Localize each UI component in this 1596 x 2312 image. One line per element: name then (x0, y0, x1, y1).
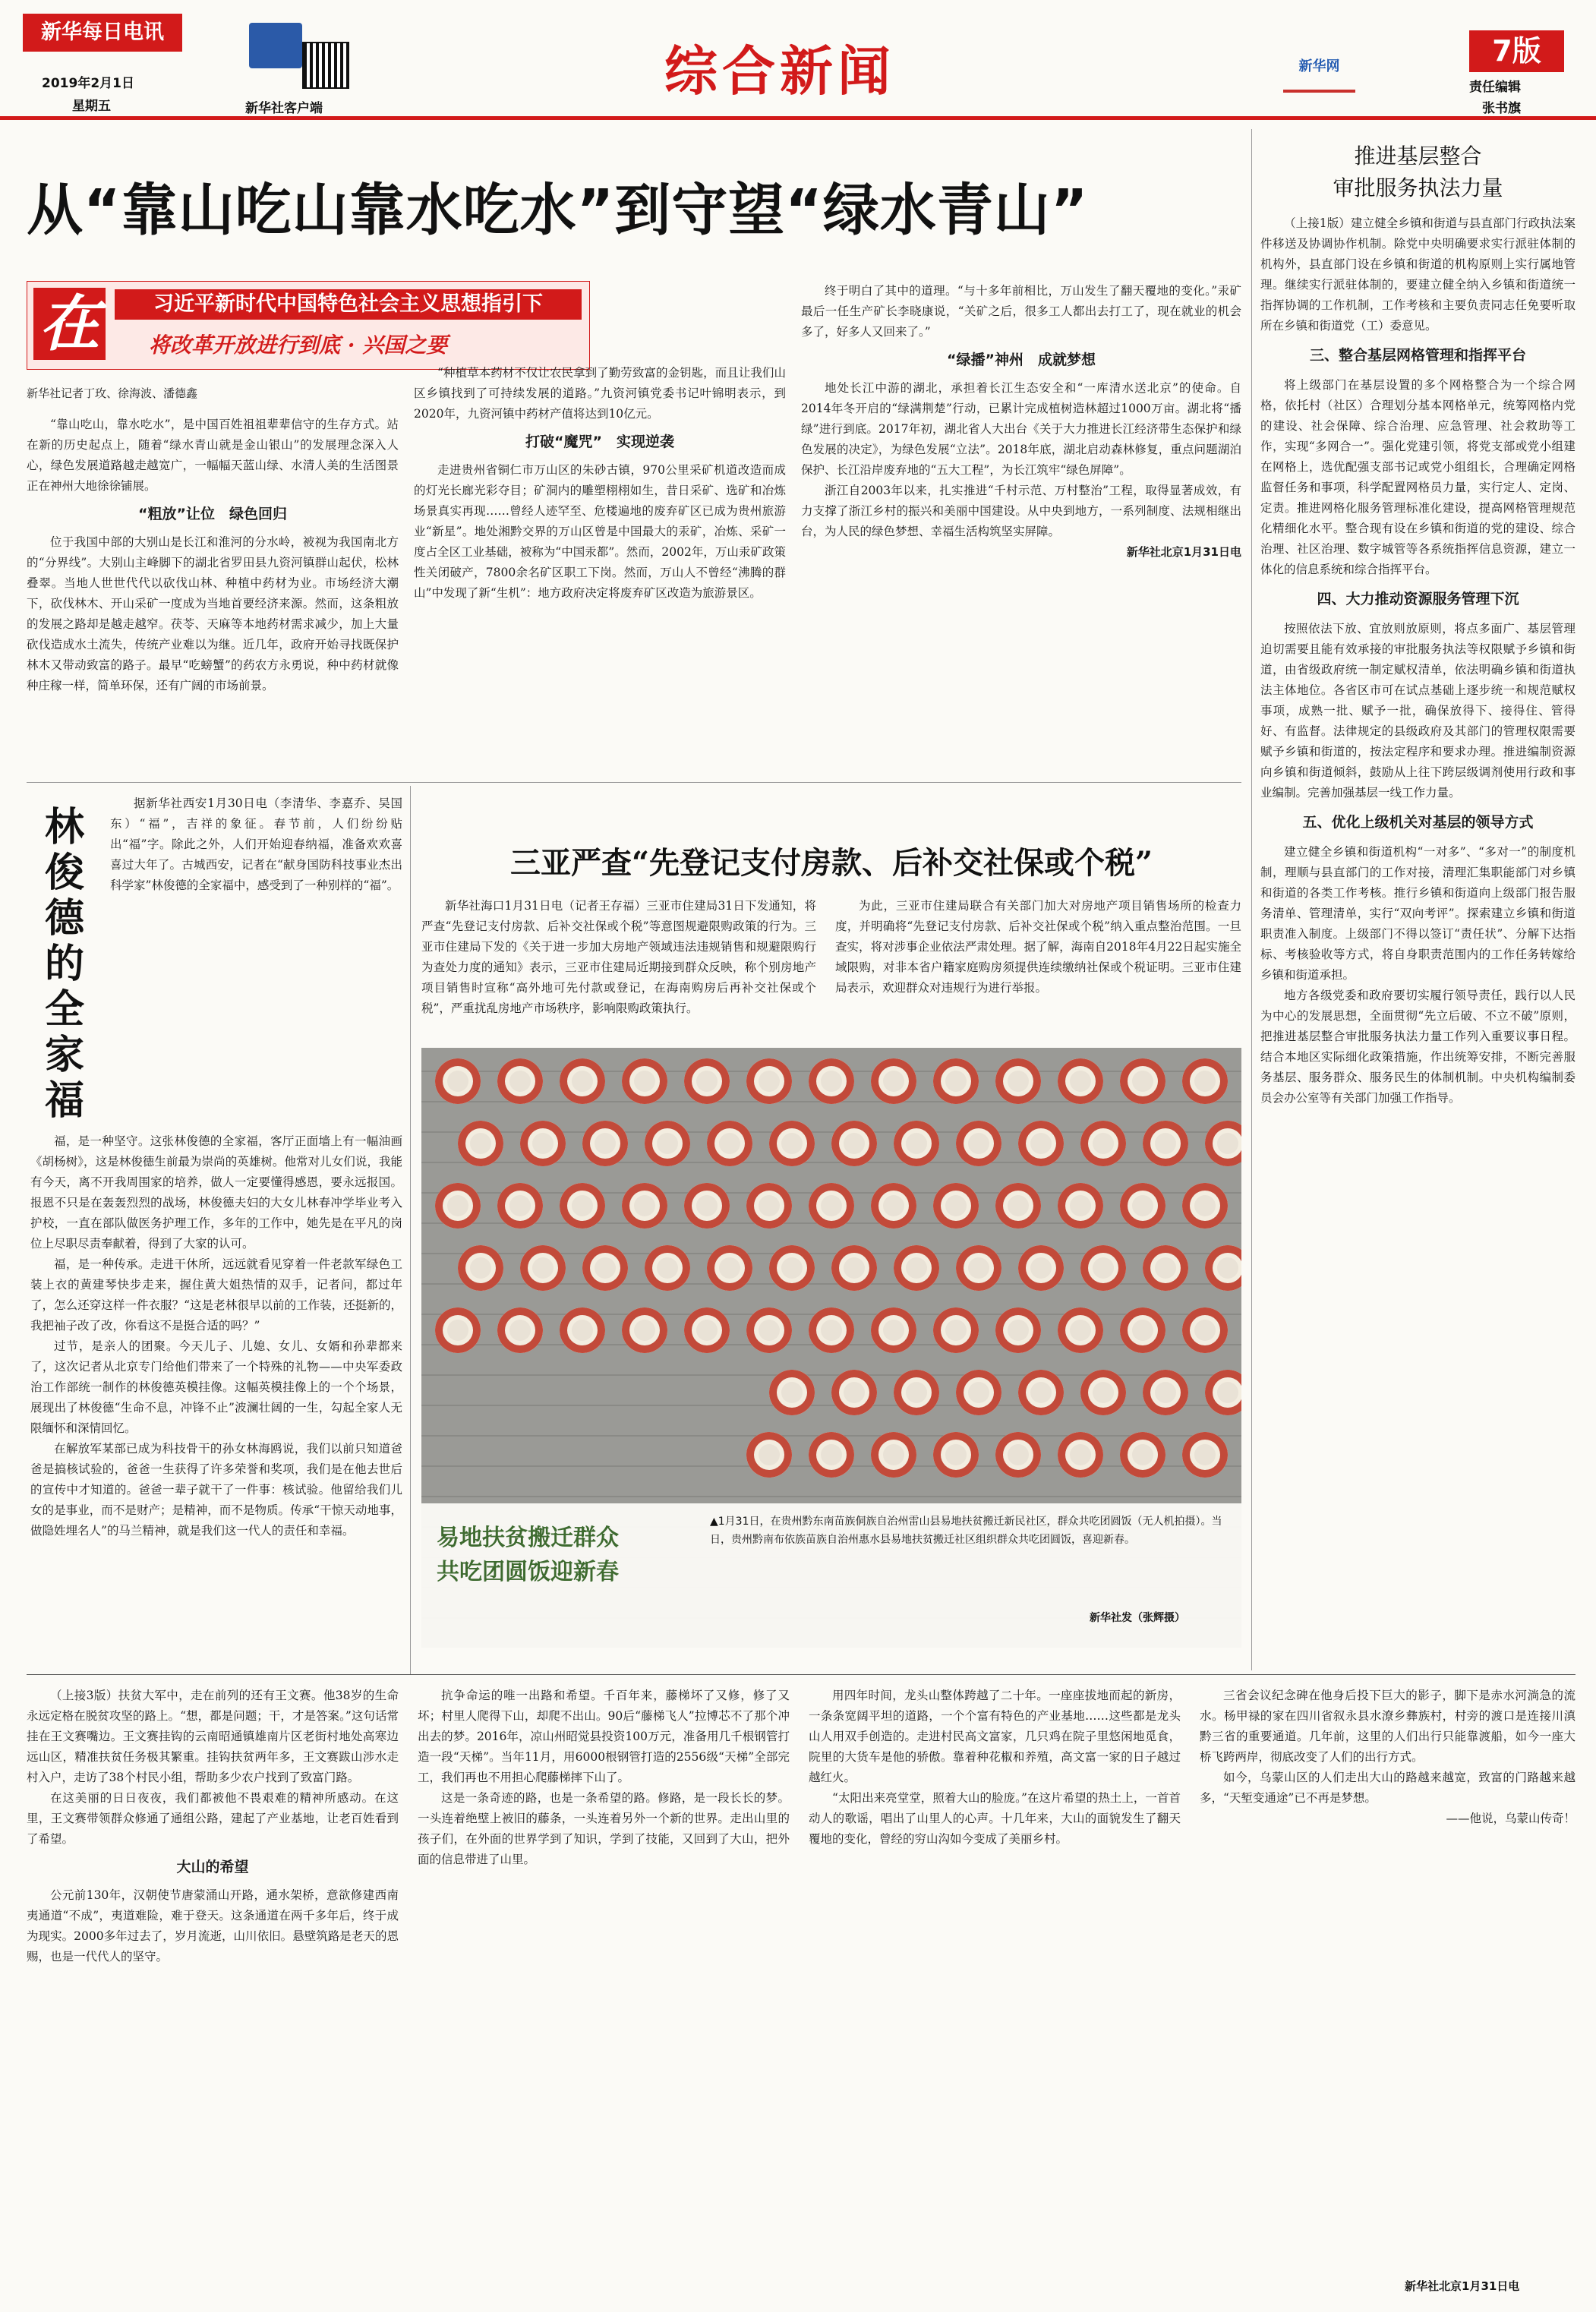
dining-table (520, 1245, 566, 1291)
bottom-col1 (27, 1686, 399, 1967)
dining-table (560, 1307, 605, 1353)
feature-paragraph-2: 福，是一种坚守。这张林俊德的全家福，客厅正面墙上有一幅油画《胡杨树》，这是林俊德生前最为崇尚的英雄树。他常对儿女们说，我能有今天，离不开我周围家的培养，做人一定要懂得感恩，要永远报国。报恩不只是在轰轰烈烈的战场，林俊德夫妇的大女儿林春冲学毕业考入护校，一直在部队做医务护理工作，多年的工作中，她先是在平凡的岗位上尽职尽责奉献着，得到了大家的认可。 (30, 1134, 402, 1251)
dining-table (458, 1121, 503, 1166)
dining-table (894, 1370, 939, 1415)
dining-table (1143, 1370, 1188, 1415)
dining-table (622, 1183, 667, 1229)
issue-weekday: 星期五 (72, 99, 111, 114)
dining-table (1018, 1245, 1064, 1291)
page-number: 7版 (1469, 30, 1564, 72)
dining-table (995, 1432, 1041, 1478)
right-section-5: 五、优化上级机关对基层的领导方式 (1302, 814, 1534, 831)
lead-paragraph-6: 地处长江中游的湖北，承担着长江生态安全和“一库清水送北京”的使命。自2014年冬开启的“绿满荆楚”行动，已累计完成植树造林超过1000万亩。湖北将“播绿”进行到底。2017年初，湖北省人大出台《关于大力推进长江经济带生态保护和绿色发展的决定》，为绿色发展“立法”。2018年底，湖北启动森林修复，重点问题湖泊保护、长江沿岸废弃地的“五大工程”，为长江筑牢“绿色屏障”。 (801, 381, 1241, 477)
dining-table (1058, 1058, 1103, 1104)
dining-table (809, 1307, 854, 1353)
right-section-5-body-2: 地方各级党委和政府要切实履行领导责任，践行以人民为中心的发展思想，全面贯彻“先立后破、不立不破”原则，把推进基层整合审批服务执法力量工作列入重要议事日程。结合本地区实际细化政策措施，作出统筹安排，不断完善服务基层、服务群众、服务民生的体制机制。中央机构编制委员会办公室等有关部门加强工作指导。 (1260, 989, 1575, 1105)
dining-table (831, 1121, 877, 1166)
feature-paragraph-4: 过节，是亲人的团聚。今天儿子、儿媳、女儿、女婿和孙辈都来了，这次记者从北京专门给他们带来了一个特殊的礼物——中央军委政治工作部统一制作的林俊德英模挂像。这幅英模挂像上的一个个场景，展现出了林俊德“生命不息，冲锋不止”波澜壮阔的一生，勾起全家人无限缅怀和深情回忆。 (30, 1339, 402, 1435)
subhead-extensive: “粗放”让位 绿色回归 (138, 506, 287, 522)
news-photo (421, 1048, 1241, 1648)
dining-table (956, 1370, 1001, 1415)
dining-table (645, 1121, 690, 1166)
right-subtitle-2: 审批服务执法力量 (1333, 175, 1503, 200)
divider-bottom (27, 1674, 1575, 1675)
dining-table (933, 1307, 979, 1353)
dining-table (684, 1183, 730, 1229)
bottom-col2 (418, 1686, 790, 1870)
dining-table (933, 1183, 979, 1229)
dining-table (622, 1058, 667, 1104)
masthead-rule (0, 116, 1596, 120)
client-label: 新华社客户端 (245, 101, 323, 116)
banner-line1: 习近平新时代中国特色社会主义思想指引下 (115, 289, 582, 320)
lead-dateline: 新华社北京1月31日电 (1126, 545, 1241, 559)
lead-paragraph-5: 终于明白了其中的道理。“与十多年前相比，万山发生了翻天覆地的变化。”汞矿最后一任生产矿长李晓康说，“关矿之后，很多工人都出去打工了，现在就业的机会多了，好多人又回来了。” (801, 284, 1241, 339)
dining-table (560, 1183, 605, 1229)
dining-table (809, 1183, 854, 1229)
dining-table (520, 1121, 566, 1166)
divider-feature (410, 786, 411, 1674)
dining-table (645, 1245, 690, 1291)
dining-table (684, 1307, 730, 1353)
dining-table (435, 1058, 481, 1104)
dining-table (1120, 1307, 1165, 1353)
dining-table (1080, 1245, 1126, 1291)
bottom-col4 (1200, 1686, 1575, 1829)
right-lead: （上接1版）建立健全乡镇和街道与县直部门行政执法案件移送及协调协作机制。除党中央明确要求实行派驻体制的机构外，县直部门设在乡镇和街道的机构原则上实行属地管理。继续实行派驻体制的，要建立健全纳入乡镇和街道统一指挥协调的工作机制，工作考核和主要负责同志任免要听取所在乡镇和街道党（工）委意见。 (1260, 216, 1575, 333)
right-section-3-body: 将上级部门在基层设置的多个网格整合为一个综合网格，依托村（社区）合理划分基本网格单元，统筹网格内党的建设、社会保障、综合治理、应急管理、社会救助等工作，实现“多网合一”。强化党建引领，将党支部或党小组建在网格上，选优配强支部书记或党小组组长，合理确定网格监督任务和事项，科学配置网格员力量，实行定人、定岗、定责。推进网格化服务管理标准化建设，提高网格管理规范化精细化水平。整合现有设在乡镇和街道的党的建设、综合治理、社区治理、数字城管等各系统指挥信息资源，建立一体化的信息系统和综合指挥平台。 (1260, 378, 1575, 576)
dining-table (809, 1058, 854, 1104)
dining-table (995, 1307, 1041, 1353)
lead-paragraph-7: 浙江自2003年以来，扎实推进“千村示范、万村整治”工程，取得显著成效，有力支撑了浙江乡村的振兴和美丽中国建设。从中央到地方，一系列制度、法规相继出台，为人民的绿色梦想、幸福生活构筑坚实屏障。 (801, 484, 1241, 538)
divider-right (1251, 129, 1252, 1670)
bottom-paragraph-4: 三省会议纪念碑在他身后投下巨大的影子，脚下是赤水河淌急的流水。杨甲禄的家在四川省叙永县水潦乡彝族村，村旁的渡口是连接川滇黔三省的重要通道。几年前，这里的人们出行只能靠渡船，如今一座大桥飞跨两岸，彻底改变了人们的出行方式。 (1200, 1689, 1575, 1764)
banner-char: 在 (33, 288, 106, 360)
dining-table (1058, 1307, 1103, 1353)
bottom-paragraph-2: 抗争命运的唯一出路和希望。千百年来，藤梯坏了又修，修了又坏；村里人爬得下山，却爬不出山。90后“藤梯飞人”拉博芯不了那个冲出去的梦。2016年，凉山州昭觉县投资100万元，准备用几千根钢管打造一段“天梯”。当年11月，用6000根钢管打造的2556级“天梯”全部完工，我们再也不用担心爬藤梯摔下山了。 (418, 1689, 790, 1784)
feature-paragraph-3: 福，是一种传承。走进干休所，远远就看见穿着一件老款军绿色工装上衣的黄建琴快步走来，握住黄大姐热情的双手，记者问，都过年了，怎么还穿这样一件衣服？“这是老林很早以前的工作装，还挺新的，我把袖子改了改，你看这不是挺合适的吗？” (30, 1257, 402, 1333)
dining-table (933, 1058, 979, 1104)
photo-credit: 新华社发（张辉摄） (1090, 1612, 1185, 1624)
dining-table (497, 1307, 543, 1353)
dining-table (956, 1245, 1001, 1291)
dining-table (1080, 1121, 1126, 1166)
dining-table (746, 1432, 792, 1478)
issue-date: 2019年2月1日 (42, 76, 134, 91)
bottom-paragraph-2b: 这是一条奇迹的路，也是一条希望的路。修路，是一段长长的梦。一头连着绝壁上被旧的藤条，一头连着另外一个新的世界。走出山里的孩子们，在外面的世界学到了知识，学到了技能，又回到了大山，把外面的信息带进了山里。 (418, 1791, 790, 1866)
sanya-paragraph-2: 为此，三亚市住建局联合有关部门加大对房地产项目销售场所的检查力度，并明确将“先登记支付房款、后补交社保或个税”纳入重点整治范围。一旦查实，将对涉事企业依法严肃处理。据了解，海南自2018年4月22日起实施全域限购，对非本省户籍家庭购房须提供连续缴纳社保或个税证明。三亚市住建局表示，欢迎群众对违规行为进行举报。 (835, 899, 1241, 995)
dining-table (769, 1370, 815, 1415)
dining-table (1182, 1183, 1228, 1229)
caption-title-2: 共吃团圆饭迎新春 (437, 1559, 619, 1585)
editor-label: 责任编辑 (1469, 80, 1521, 95)
dining-table (933, 1432, 979, 1478)
dining-table (458, 1245, 503, 1291)
main-headline: 从“靠山吃山靠水吃水”到守望“绿水青山” (27, 178, 1089, 243)
dining-table (1182, 1058, 1228, 1104)
dining-table (435, 1307, 481, 1353)
brand-label: 新华每日电讯 (23, 14, 182, 52)
lead-col2 (414, 281, 786, 604)
feature-body-2 (30, 1131, 402, 1541)
feature-paragraph-1: 据新华社西安1月30日电（李清华、李嘉乔、吴国东）“福”，吉祥的象征。春节前，人们纷纷贴出“福”字。除此之外，人们开始迎春纳福，准备欢欢喜喜过大年了。古城西安，记者在“献身国防科技事业杰出科学家”林俊德的全家福中，感受到了一种别样的“福”。 (110, 796, 402, 892)
subhead-curse: 打破“魔咒” 实现逆袭 (525, 434, 674, 450)
dining-table (1182, 1307, 1228, 1353)
dining-table (582, 1121, 628, 1166)
dining-table (1143, 1121, 1188, 1166)
divider-lead (27, 782, 1241, 783)
dining-table (995, 1058, 1041, 1104)
right-column (1260, 133, 1575, 1109)
dining-table (746, 1307, 792, 1353)
bottom-dateline: 新华社北京1月31日电 (1405, 2279, 1520, 2293)
dining-table (769, 1245, 815, 1291)
dining-table (684, 1058, 730, 1104)
byline: 新华社记者丁玫、徐海波、潘德鑫 (27, 386, 198, 400)
lead-col1 (27, 383, 399, 696)
dining-table (1143, 1245, 1188, 1291)
feature-paragraph-5: 在解放军某部已成为科技骨干的孙女林海鸥说，我们以前只知道爸爸是搞核试验的，爸爸一生获得了许多荣誉和奖项，我们是在他去世后的宣传中才知道的。爸爸一辈子就干了一件事：核试验。他留给我们儿女的是事业，而不是财产；是精神，而不是物质。传承“干惊天动地事，做隐姓埋名人”的马兰精神，就是我们这一代人的责任和幸福。 (30, 1442, 402, 1538)
dining-table (707, 1245, 752, 1291)
bottom-paragraph-1b: 在这美丽的日日夜夜，我们都被他不畏艰难的精神所感动。在这里，王文赛带领群众修通了通组公路，建起了产业基地，让老百姓看到了希望。 (27, 1791, 399, 1846)
dining-table (871, 1432, 916, 1478)
feature-body (110, 793, 402, 896)
feature-vertical-title: 林俊德的全家福 (44, 804, 84, 1124)
dining-table (871, 1183, 916, 1229)
masthead (0, 0, 1596, 121)
dining-table (894, 1245, 939, 1291)
lead-paragraph-3: “种植草本药材不仅让农民拿到了勤劳致富的金钥匙，而且让我们山区乡镇找到了可持续发展的道路。”九资河镇党委书记叶锦明表示，到2020年，九资河镇中药材产值将达到10亿元。 (414, 366, 786, 421)
dining-table (831, 1370, 877, 1415)
subhead-green: “绿播”神州 成就梦想 (947, 352, 1096, 368)
editor-name: 张书旗 (1482, 101, 1521, 116)
dining-table (1058, 1432, 1103, 1478)
dining-table (582, 1245, 628, 1291)
bottom-paragraph-4b: 如今，乌蒙山区的人们走出大山的路越来越宽，致富的门路越来越多，“天堑变通途”已不再是梦想。 (1200, 1771, 1575, 1805)
dining-table (707, 1121, 752, 1166)
dining-table (1018, 1370, 1064, 1415)
dining-table (746, 1058, 792, 1104)
bottom-col3 (809, 1686, 1181, 1850)
dining-table (871, 1307, 916, 1353)
right-section-4-body: 按照依法下放、宜放则放原则，将点多面广、基层管理迫切需要且能有效承接的审批服务执法等权限赋予乡镇和街道，由省级政府统一制定赋权清单，依法明确乡镇和街道执法主体地位。各省区市可在试点基础上逐步统一和规范赋权事项，成熟一批、赋予一批，确保放得下、接得住、管得好、有监督。法律规定的县级政府及其部门的管理权限需要赋予乡镇和街道的，按法定程序和要求办理。推进编制资源向乡镇和街道倾斜，鼓励从上往下跨层级调剂使用行政和事业编制。完善加强基层一线工作力量。 (1260, 622, 1575, 800)
lead-paragraph-4: 走进贵州省铜仁市万山区的朱砂古镇，970公里采矿机道改造而成的灯光长廊光彩夺目；矿洞内的雕塑栩栩如生，昔日采矿、选矿和冶炼场景真实再现……曾经人迹罕至、危楼遍地的废弃矿区已成为贵州旅游业“新星”。地处湘黔交界的万山区曾是中国最大的汞矿，冶炼、采矿一度占全区工业基础，被称为“中国汞都”。然而，2002年，万山汞矿政策性关闭破产，7800余名矿区职工下岗。然而，万山人不曾经“沸腾的群山”中发现了新“生机”：地方政府决定将废弃矿区改造为旅游景区。 (414, 463, 786, 600)
dining-table (746, 1183, 792, 1229)
dining-table (497, 1058, 543, 1104)
dining-table (1120, 1058, 1165, 1104)
right-section-4: 四、大力推动资源服务管理下沉 (1317, 591, 1519, 607)
dining-table (1120, 1432, 1165, 1478)
dining-table (1058, 1183, 1103, 1229)
lead-paragraph: “靠山吃山，靠水吃水”，是中国百姓祖祖辈辈信守的生存方式。站在新的历史起点上，随着“绿水青山就是金山银山”的发展理念深入人心，绿色发展道路越走越宽广，一幅幅天蓝山绿、水清人美的生活图景正在神州大地徐徐铺展。 (27, 418, 399, 493)
bottom-paragraph-4-end: ——他说，乌蒙山传奇！ (1446, 1812, 1575, 1825)
photo-caption-box (421, 1503, 1241, 1648)
lead-col3 (801, 281, 1241, 563)
dining-table (995, 1183, 1041, 1229)
right-section-5-body: 建立健全乡镇和街道机构“一对多”、“多对一”的制度机制，理顺与县直部门的工作对接，清理汇集职能部门对乡镇和街道的各类工作考核。推行乡镇和街道向上级部门报告服务清单、管理清单，实行“双向考评”。探索建立乡镇和街道职责准入制度。上级部门不得以签订“责任状”、分解下达指标、考核验收等方式，将自身职责范围内的工作任务转嫁给乡镇和街道承担。 (1260, 845, 1575, 982)
dining-table (1080, 1370, 1126, 1415)
section-title: 综合新闻 (664, 40, 895, 103)
dining-table (871, 1058, 916, 1104)
bottom-paragraph-1: （上接3版）扶贫大军中，走在前列的还有王文赛。他38岁的生命永远定格在脱贫攻坚的路上。“想，都是问题；干，才是答案。”这句话常挂在王文赛嘴边。王文赛挂钩的云南昭通镇雄南片区老街村地处高寒边远山区，精准扶贫任务极其繁重。挂钩扶贫两年多，王文赛跋山涉水走村入户，走访了38个村民小组，帮助多少农户找到了致富门路。 (27, 1689, 399, 1784)
dining-table (809, 1432, 854, 1478)
dining-table (769, 1121, 815, 1166)
sanya-headline: 三亚严查“先登记支付房款、后补交社保或个税” (509, 845, 1153, 881)
right-section-3: 三、整合基层网格管理和指挥平台 (1309, 347, 1526, 364)
dining-table (894, 1121, 939, 1166)
subhead-hope: 大山的希望 (176, 1859, 249, 1875)
banner-line2: 将改革开放进行到底 · 兴国之要 (149, 333, 448, 358)
dining-table (560, 1058, 605, 1104)
caption-title-1: 易地扶贫搬迁群众 (437, 1525, 619, 1551)
dining-table (956, 1121, 1001, 1166)
feature-title (30, 805, 99, 1124)
sanya-col1 (421, 896, 816, 1019)
sanya-paragraph-1: 新华社海口1月31日电（记者王存福）三亚市住建局31日下发通知，将严查“先登记支付房款、后补交社保或个税”等意图规避限购政策的行为。三亚市住建局下发的《关于进一步加大房地产领域违法违规销售和规避限购行为查处力度的通知》表示，三亚市住建局近期接到群众反映，称个别房地产项目销售时宣称“高外地可先付款或登记，在海南购房后再补交社保或个税”，严重扰乱房地产市场秩序，影响限购政策执行。 (421, 899, 816, 1015)
caption-text: ▲1月31日，在贵州黔东南苗族侗族自治州雷山县易地扶贫搬迁新民社区，群众共吃团圆饭（无人机拍摄）。当日，贵州黔南布依族苗族自治州惠水县易地扶贫搬迁社区组织群众共吃团圆饭，喜迎新春。 (710, 1516, 1222, 1546)
dining-table (1182, 1432, 1228, 1478)
dining-table (1120, 1183, 1165, 1229)
dining-table (831, 1245, 877, 1291)
dining-table (622, 1307, 667, 1353)
news-logo-icon: 新华网 (1283, 44, 1355, 93)
dining-table (497, 1183, 543, 1229)
right-subtitle-1: 推进基层整合 (1354, 144, 1482, 169)
bottom-paragraph-3: 用四年时间，龙头山整体跨越了二十年。一座座拔地而起的新房，一条条宽阔平坦的道路，一个个富有特色的产业基地……这些都是龙头山人用双手创造的。走进村民高文富家，几只鸡在院子里悠闲地觅食，院里的大货车是他的骄傲。靠着种花椒和养殖，高文富一家的日子越过越红火。 (809, 1689, 1181, 1784)
xinhua-logo-icon (249, 23, 302, 68)
qr-code-icon (302, 42, 349, 89)
lead-paragraph-2: 位于我国中部的大别山是长江和淮河的分水岭，被视为我国南北方的“分界线”。大别山主峰脚下的湖北省罗田县九资河镇群山起伏，松林叠翠。当地人世世代代以砍伐山林、种植中药材为业。市场经济大潮下，砍伐林木、开山采矿一度成为当地首要经济来源。然而，这条粗放的发展之路却是越走越窄。茯苓、天麻等本地药材需求减少，加上大量砍伐造成水土流失，传统产业难以为继。近几年，政府开始寻找既保护林木又带动致富的路子。最早“吃螃蟹”的药农方永勇说，种中药材就像种庄稼一样，简单环保，还有广阔的市场前景。 (27, 535, 399, 692)
dining-table (1018, 1121, 1064, 1166)
sanya-col2 (835, 896, 1241, 998)
dining-table (435, 1183, 481, 1229)
bottom-paragraph-3b: “太阳出来亮堂堂，照着大山的脸庞。”在这片希望的热土上，一首首动人的歌谣，唱出了山里人的心声。十几年来，大山的面貌发生了翻天覆地的变化，曾经的穷山沟如今变成了美丽乡村。 (809, 1791, 1181, 1846)
bottom-paragraph-1c: 公元前130年，汉朝使节唐蒙涌山开路，通水架桥，意欲修建西南夷通道“不成”，夷道难险，难于登天。这条通道在两千多年后，终于成为现实。2000多年过去了，岁月流逝，山川依旧。悬壁筑路是老天的恩赐，也是一代代人的坚守。 (27, 1888, 399, 1963)
